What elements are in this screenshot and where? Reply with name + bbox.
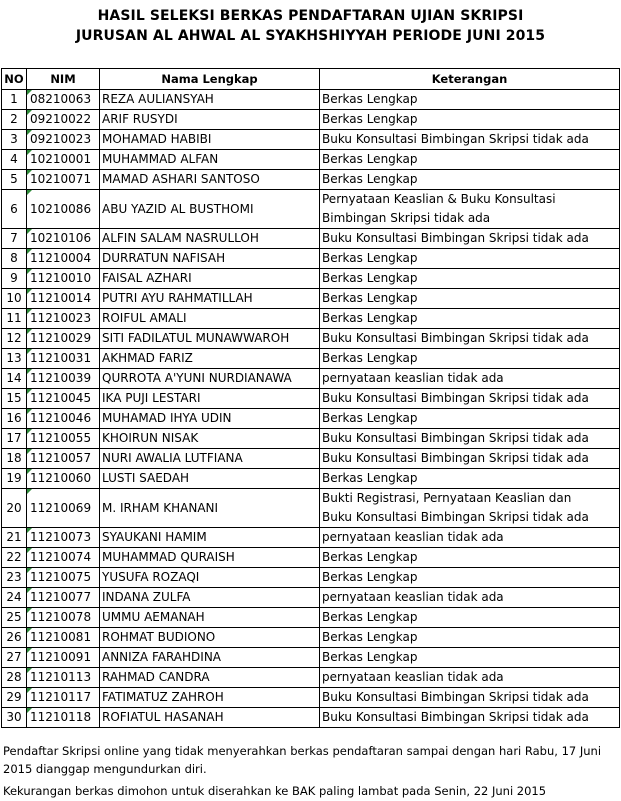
cell-nim[interactable]: 11210031 xyxy=(27,349,100,369)
cell-no[interactable]: 7 xyxy=(2,229,27,249)
keterangan-line: Berkas Lengkap xyxy=(322,650,418,664)
cell-nim[interactable]: 11210014 xyxy=(27,289,100,309)
table-row xyxy=(2,90,620,110)
keterangan-line: Berkas Lengkap xyxy=(322,251,418,265)
cell-keterangan[interactable] xyxy=(320,648,620,668)
cell-no[interactable]: 5 xyxy=(2,170,27,190)
cell-no[interactable]: 17 xyxy=(2,429,27,449)
table-row xyxy=(2,389,620,409)
cell-nim[interactable]: 11210075 xyxy=(27,568,100,588)
table-row xyxy=(2,449,620,469)
keterangan-line: Pernyataan Keaslian & Buku Konsultasi xyxy=(322,192,556,206)
cell-keterangan[interactable] xyxy=(320,309,620,329)
cell-no[interactable]: 30 xyxy=(2,708,27,728)
table-row xyxy=(2,309,620,329)
cell-no[interactable]: 2 xyxy=(2,110,27,130)
cell-nim[interactable]: 11210081 xyxy=(27,628,100,648)
cell-keterangan[interactable] xyxy=(320,668,620,688)
cell-nama[interactable]: AKHMAD FARIZ xyxy=(100,349,320,369)
cell-keterangan[interactable] xyxy=(320,449,620,469)
cell-nama[interactable]: MUHAMMAD QURAISH xyxy=(100,548,320,568)
cell-nama[interactable]: MUHAMMAD ALFAN xyxy=(100,150,320,170)
keterangan-line: Buku Konsultasi Bimbingan Skripsi tidak ada xyxy=(322,431,589,445)
cell-no[interactable]: 20 xyxy=(2,489,27,528)
table-row xyxy=(2,489,620,528)
cell-nim[interactable]: 11210029 xyxy=(27,329,100,349)
table-row xyxy=(2,349,620,369)
keterangan-line: Buku Konsultasi Bimbingan Skripsi tidak ada xyxy=(322,132,589,146)
cell-nim[interactable]: 11210069 xyxy=(27,489,100,528)
header-nim: NIM xyxy=(27,69,100,90)
cell-nim[interactable]: 11210117 xyxy=(27,688,100,708)
cell-nim[interactable]: 10210071 xyxy=(27,170,100,190)
notes-section xyxy=(3,742,615,800)
table-row xyxy=(2,289,620,309)
keterangan-line: Berkas Lengkap xyxy=(322,152,418,166)
cell-keterangan[interactable] xyxy=(320,608,620,628)
cell-nama[interactable]: ABU YAZID AL BUSTHOMI xyxy=(100,190,320,229)
cell-nama[interactable]: DURRATUN NAFISAH xyxy=(100,249,320,269)
cell-no[interactable]: 21 xyxy=(2,528,27,548)
cell-no[interactable]: 11 xyxy=(2,309,27,329)
table-row xyxy=(2,628,620,648)
cell-nama[interactable]: QURROTA A'YUNI NURDIANAWA xyxy=(100,369,320,389)
cell-nama[interactable]: REZA AULIANSYAH xyxy=(100,90,320,110)
cell-nim[interactable]: 08210063 xyxy=(27,90,100,110)
cell-keterangan[interactable] xyxy=(320,329,620,349)
keterangan-line: pernyataan keaslian tidak ada xyxy=(322,670,504,684)
cell-nim[interactable]: 11210113 xyxy=(27,668,100,688)
table-row xyxy=(2,668,620,688)
table-row xyxy=(2,548,620,568)
cell-nama[interactable]: LUSTI SAEDAH xyxy=(100,469,320,489)
table-row xyxy=(2,568,620,588)
cell-keterangan[interactable] xyxy=(320,489,620,528)
cell-keterangan[interactable] xyxy=(320,269,620,289)
keterangan-line: Berkas Lengkap xyxy=(322,550,418,564)
keterangan-line: Buku Konsultasi Bimbingan Skripsi tidak ada xyxy=(322,331,589,345)
document-title: HASIL SELEKSI BERKAS PENDAFTARAN UJIAN SKRIPSI xyxy=(97,8,524,24)
cell-nama[interactable]: NURI AWALIA LUTFIANA xyxy=(100,449,320,469)
cell-no[interactable]: 9 xyxy=(2,269,27,289)
cell-nama[interactable]: SYAUKANI HAMIM xyxy=(100,528,320,548)
table-row xyxy=(2,469,620,489)
cell-nim[interactable]: 10210086 xyxy=(27,190,100,229)
header-keterangan: Keterangan xyxy=(320,69,620,90)
table-row xyxy=(2,170,620,190)
cell-nama[interactable]: UMMU AEMANAH xyxy=(100,608,320,628)
cell-no[interactable]: 27 xyxy=(2,648,27,668)
cell-no[interactable]: 8 xyxy=(2,249,27,269)
cell-keterangan[interactable] xyxy=(320,409,620,429)
keterangan-line: Berkas Lengkap xyxy=(322,112,418,126)
cell-keterangan[interactable] xyxy=(320,688,620,708)
table-row xyxy=(2,688,620,708)
cell-keterangan[interactable] xyxy=(320,249,620,269)
cell-nim[interactable]: 11210073 xyxy=(27,528,100,548)
table-body xyxy=(2,90,620,728)
cell-nama[interactable]: ROFIATUL HASANAH xyxy=(100,708,320,728)
cell-keterangan[interactable] xyxy=(320,708,620,728)
cell-no[interactable]: 15 xyxy=(2,389,27,409)
keterangan-line: Berkas Lengkap xyxy=(322,471,418,485)
cell-nama[interactable]: INDANA ZULFA xyxy=(100,588,320,608)
note-deadline: Pendaftar Skripsi online yang tidak menyerahkan berkas pendaftaran sampai dengan hari Rabu, 17 Juni 2015 dianggap mengundurkan diri. xyxy=(3,744,602,776)
keterangan-line: Berkas Lengkap xyxy=(322,411,418,425)
cell-keterangan[interactable] xyxy=(320,429,620,449)
cell-no[interactable]: 22 xyxy=(2,548,27,568)
cell-nim[interactable]: 11210046 xyxy=(27,409,100,429)
table-row xyxy=(2,110,620,130)
keterangan-line: Berkas Lengkap xyxy=(322,570,418,584)
document-subtitle: JURUSAN AL AHWAL AL SYAKHSHIYYAH PERIODE JUNI 2015 xyxy=(75,28,546,44)
cell-keterangan[interactable] xyxy=(320,150,620,170)
cell-no[interactable]: 6 xyxy=(2,190,27,229)
keterangan-line: Berkas Lengkap xyxy=(322,630,418,644)
cell-nim[interactable]: 11210057 xyxy=(27,449,100,469)
cell-keterangan[interactable] xyxy=(320,289,620,309)
table-row xyxy=(2,409,620,429)
table-row xyxy=(2,229,620,249)
cell-nama[interactable]: ROIFUL AMALI xyxy=(100,309,320,329)
cell-nim[interactable]: 11210055 xyxy=(27,429,100,449)
cell-nim[interactable]: 11210077 xyxy=(27,588,100,608)
keterangan-line: Buku Konsultasi Bimbingan Skripsi tidak ada xyxy=(322,690,589,704)
table-header-row xyxy=(2,69,620,90)
keterangan-line: Bimbingan Skripsi tidak ada xyxy=(322,211,491,225)
keterangan-line: pernyataan keaslian tidak ada xyxy=(322,530,504,544)
cell-nama[interactable]: ALFIN SALAM NASRULLOH xyxy=(100,229,320,249)
cell-nama[interactable]: FATIMATUZ ZAHROH xyxy=(100,688,320,708)
cell-nama[interactable]: IKA PUJI LESTARI xyxy=(100,389,320,409)
keterangan-line: Berkas Lengkap xyxy=(322,271,418,285)
cell-nama[interactable]: ROHMAT BUDIONO xyxy=(100,628,320,648)
cell-nim[interactable]: 11210023 xyxy=(27,309,100,329)
table-row xyxy=(2,608,620,628)
table-row xyxy=(2,249,620,269)
table-row xyxy=(2,190,620,229)
table-row xyxy=(2,269,620,289)
keterangan-line: Berkas Lengkap xyxy=(322,92,418,106)
cell-keterangan[interactable] xyxy=(320,588,620,608)
cell-nama[interactable]: PUTRI AYU RAHMATILLAH xyxy=(100,289,320,309)
cell-nim[interactable]: 11210091 xyxy=(27,648,100,668)
cell-nama[interactable]: RAHMAD CANDRA xyxy=(100,668,320,688)
keterangan-line: Buku Konsultasi Bimbingan Skripsi tidak ada xyxy=(322,710,589,724)
cell-nim[interactable]: 11210118 xyxy=(27,708,100,728)
cell-keterangan[interactable] xyxy=(320,349,620,369)
cell-no[interactable]: 4 xyxy=(2,150,27,170)
cell-no[interactable]: 16 xyxy=(2,409,27,429)
cell-keterangan[interactable] xyxy=(320,568,620,588)
cell-keterangan[interactable] xyxy=(320,110,620,130)
table-row xyxy=(2,528,620,548)
cell-nama[interactable]: KHOIRUN NISAK xyxy=(100,429,320,449)
cell-nama[interactable]: SITI FADILATUL MUNAWWAROH xyxy=(100,329,320,349)
cell-nama[interactable]: M. IRHAM KHANANI xyxy=(100,489,320,528)
table-row xyxy=(2,429,620,449)
cell-nim[interactable]: 11210010 xyxy=(27,269,100,289)
table-row xyxy=(2,130,620,150)
cell-keterangan[interactable] xyxy=(320,469,620,489)
cell-nim[interactable]: 09210023 xyxy=(27,130,100,150)
cell-nim[interactable]: 11210074 xyxy=(27,548,100,568)
cell-keterangan[interactable] xyxy=(320,628,620,648)
keterangan-line: Buku Konsultasi Bimbingan Skripsi tidak ada xyxy=(322,391,589,405)
cell-nim[interactable]: 11210078 xyxy=(27,608,100,628)
cell-no[interactable]: 25 xyxy=(2,608,27,628)
table-row xyxy=(2,150,620,170)
cell-nim[interactable]: 11210004 xyxy=(27,249,100,269)
cell-keterangan[interactable] xyxy=(320,389,620,409)
table-row xyxy=(2,708,620,728)
cell-nama[interactable]: MUHAMAD IHYA UDIN xyxy=(100,409,320,429)
cell-keterangan[interactable] xyxy=(320,190,620,229)
table-row xyxy=(2,648,620,668)
cell-nim[interactable]: 10210001 xyxy=(27,150,100,170)
keterangan-line: Berkas Lengkap xyxy=(322,311,418,325)
cell-nim[interactable]: 10210106 xyxy=(27,229,100,249)
cell-no[interactable]: 1 xyxy=(2,90,27,110)
header-nama: Nama Lengkap xyxy=(100,69,320,90)
cell-nim[interactable]: 11210039 xyxy=(27,369,100,389)
selection-results-table xyxy=(1,68,620,728)
cell-no[interactable]: 28 xyxy=(2,668,27,688)
cell-nama[interactable]: MAMAD ASHARI SANTOSO xyxy=(100,170,320,190)
cell-keterangan[interactable] xyxy=(320,90,620,110)
keterangan-line: Bukti Registrasi, Pernyataan Keaslian dan xyxy=(322,491,572,505)
cell-keterangan[interactable] xyxy=(320,369,620,389)
cell-no[interactable]: 18 xyxy=(2,449,27,469)
cell-keterangan[interactable] xyxy=(320,548,620,568)
header-no: NO xyxy=(2,69,27,90)
note-deficiency: Kekurangan berkas dimohon untuk diserahkan ke BAK paling lambat pada Senin, 22 Juni 2015 xyxy=(3,784,547,798)
keterangan-line: Berkas Lengkap xyxy=(322,291,418,305)
cell-keterangan[interactable] xyxy=(320,170,620,190)
keterangan-line: Buku Konsultasi Bimbingan Skripsi tidak ada xyxy=(322,510,589,524)
cell-nama[interactable]: FAISAL AZHARI xyxy=(100,269,320,289)
keterangan-line: Buku Konsultasi Bimbingan Skripsi tidak ada xyxy=(322,231,589,245)
keterangan-line: Berkas Lengkap xyxy=(322,172,418,186)
cell-keterangan[interactable] xyxy=(320,229,620,249)
cell-no[interactable]: 26 xyxy=(2,628,27,648)
keterangan-line: Berkas Lengkap xyxy=(322,351,418,365)
cell-keterangan[interactable] xyxy=(320,528,620,548)
cell-no[interactable]: 24 xyxy=(2,588,27,608)
table-row xyxy=(2,588,620,608)
cell-no[interactable]: 3 xyxy=(2,130,27,150)
keterangan-line: Buku Konsultasi Bimbingan Skripsi tidak ada xyxy=(322,451,589,465)
keterangan-line: pernyataan keaslian tidak ada xyxy=(322,590,504,604)
table-row xyxy=(2,369,620,389)
keterangan-line: Berkas Lengkap xyxy=(322,610,418,624)
cell-no[interactable]: 13 xyxy=(2,349,27,369)
keterangan-line: pernyataan keaslian tidak ada xyxy=(322,371,504,385)
cell-nim[interactable]: 11210045 xyxy=(27,389,100,409)
cell-nama[interactable]: ANNIZA FARAHDINA xyxy=(100,648,320,668)
cell-keterangan[interactable] xyxy=(320,130,620,150)
cell-nama[interactable]: ARIF RUSYDI xyxy=(100,110,320,130)
cell-no[interactable]: 19 xyxy=(2,469,27,489)
cell-no[interactable]: 14 xyxy=(2,369,27,389)
cell-no[interactable]: 23 xyxy=(2,568,27,588)
cell-no[interactable]: 29 xyxy=(2,688,27,708)
cell-no[interactable]: 10 xyxy=(2,289,27,309)
cell-no[interactable]: 12 xyxy=(2,329,27,349)
cell-nim[interactable]: 11210060 xyxy=(27,469,100,489)
cell-nama[interactable]: MOHAMAD HABIBI xyxy=(100,130,320,150)
cell-nama[interactable]: YUSUFA ROZAQI xyxy=(100,568,320,588)
cell-nim[interactable]: 09210022 xyxy=(27,110,100,130)
table-row xyxy=(2,329,620,349)
